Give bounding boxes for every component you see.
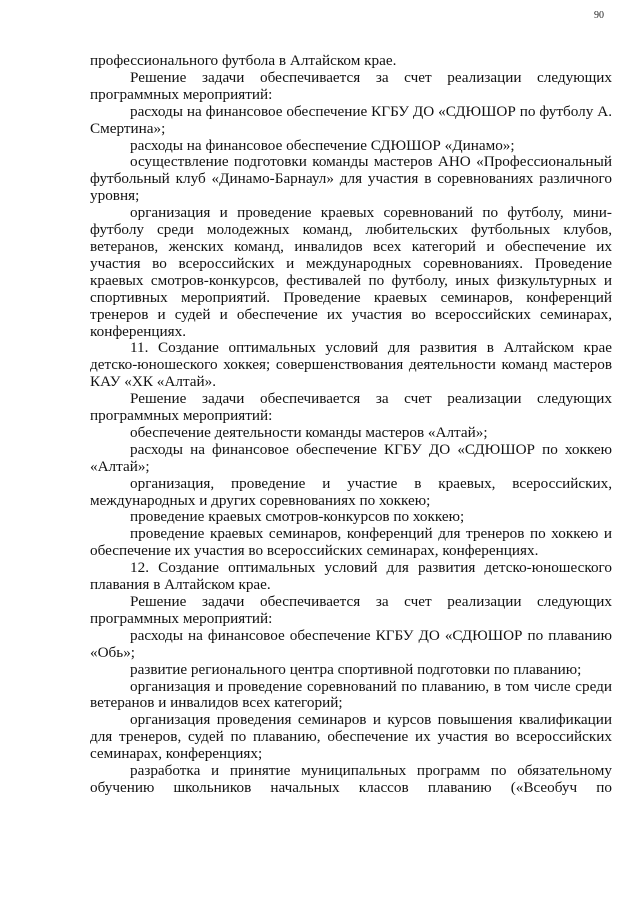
paragraph: осуществление подготовки команды мастеров АНО «Профессиональный футбольный клуб «Динамо-Барнаул» для участия в соревнованиях различного уровня; bbox=[90, 153, 612, 205]
paragraph: организация и проведение соревнований по плаванию, в том числе среди ветеранов и инвалидов всех категорий; bbox=[90, 677, 612, 712]
document-body bbox=[90, 53, 612, 797]
paragraph: расходы на финансовое обеспечение КГБУ ДО «СДЮШОР по плаванию «Обь»; bbox=[90, 626, 612, 661]
paragraph: организация проведения семинаров и курсов повышения квалификации для тренеров, судей по плаванию, обеспечение их участия во всероссийских семинарах, конференциях; bbox=[90, 711, 612, 763]
paragraph: проведение краевых смотров-конкурсов по хоккею; bbox=[130, 508, 465, 526]
paragraph: профессионального футбола в Алтайском крае. bbox=[90, 52, 397, 69]
paragraph: Решение задачи обеспечивается за счет реализации следующих программных мероприятий: bbox=[90, 390, 612, 425]
paragraph: 11. Создание оптимальных условий для развития в Алтайском крае детско-юношеского хоккея; совершенствования деятельности команд мастеров КАУ «ХК «Алтай». bbox=[90, 339, 612, 391]
paragraph: проведение краевых семинаров, конференций для тренеров по хоккею и обеспечение их участия во всероссийских семинарах, конференциях. bbox=[90, 525, 612, 560]
paragraph: обеспечение деятельности команды мастеров «Алтай»; bbox=[130, 423, 488, 441]
page-number: 90 bbox=[594, 10, 604, 21]
paragraph: расходы на финансовое обеспечение КГБУ ДО «СДЮШОР по хоккею «Алтай»; bbox=[90, 440, 612, 475]
paragraph: 12. Создание оптимальных условий для развития детско-юношеского плавания в Алтайском крае. bbox=[90, 559, 612, 594]
paragraph: расходы на финансовое обеспечение СДЮШОР «Динамо»; bbox=[130, 136, 515, 154]
paragraph: разработка и принятие муниципальных программ по обязательному обучению школьников начальных классов плаванию («Всеобуч по bbox=[90, 762, 612, 796]
paragraph: организация, проведение и участие в краевых, всероссийских, международных и других соревнованиях по хоккею; bbox=[90, 474, 612, 509]
paragraph: развитие регионального центра спортивной подготовки по плаванию; bbox=[130, 660, 582, 678]
paragraph: организация и проведение краевых соревнований по футболу, мини-футболу среди молодежных команд, любительских футбольных клубов, ветеранов, женских команд, инвалидов всех категорий и обеспечение их участия во всероссийских и международных соревнованиях. Проведение краевых смотров-конкурсов, фестивалей по футболу, иных физкультурных и спортивных мероприятий. Проведение краевых семинаров, конференций тренеров и судей и обеспечение их участия во всероссийских семинарах, конференциях. bbox=[90, 204, 612, 340]
paragraph: Решение задачи обеспечивается за счет реализации следующих программных мероприятий: bbox=[90, 593, 612, 627]
paragraph: расходы на финансовое обеспечение КГБУ ДО «СДЮШОР по футболу А. Смертина»; bbox=[90, 102, 612, 137]
paragraph: Решение задачи обеспечивается за счет реализации следующих программных мероприятий: bbox=[90, 68, 612, 103]
